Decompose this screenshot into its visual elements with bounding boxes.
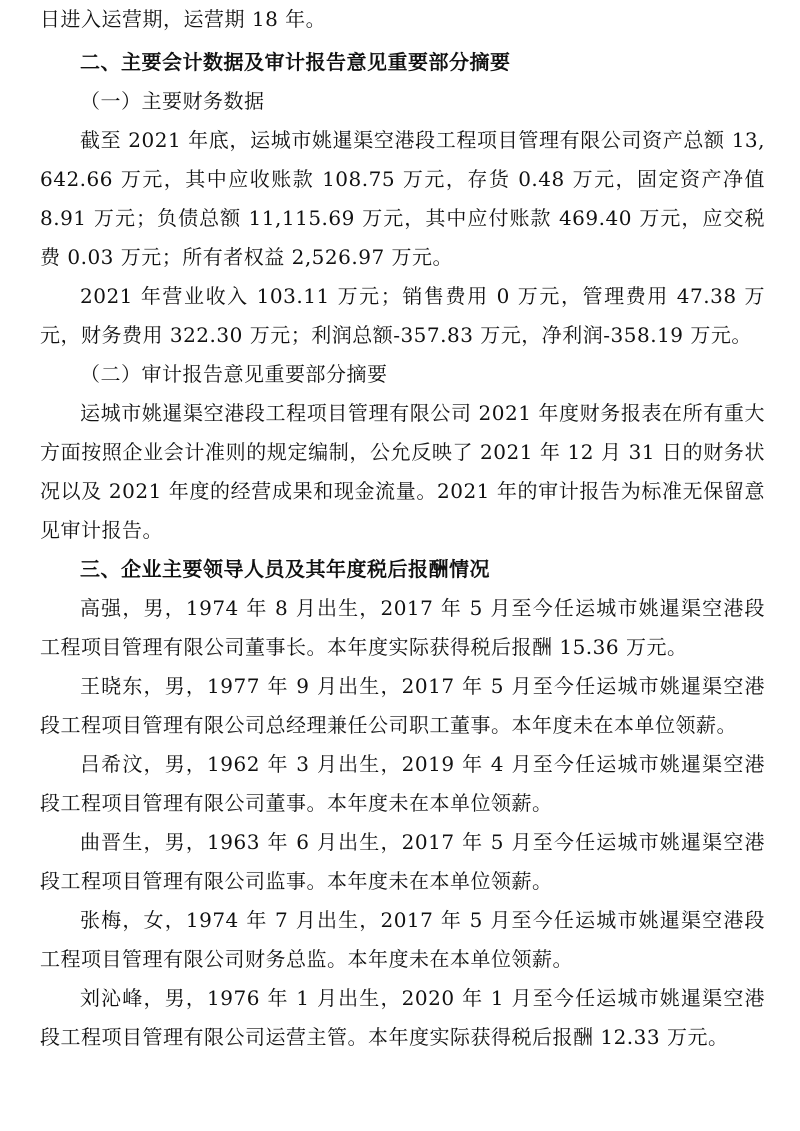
section-heading-accounting-data: 二、主要会计数据及审计报告意见重要部分摘要 <box>80 50 511 74</box>
document-page <box>40 0 765 1057</box>
paragraph-leader-wang-xiaodong: 王晓东，男，1977 年 9 月出生，2017 年 5 月至今任运城市姚暹渠空港段工程项目管理有限公司总经理兼任公司职工董事。本年度未在本单位领薪。 <box>40 674 765 737</box>
subsection-heading-financial-data: （一）主要财务数据 <box>80 89 265 113</box>
paragraph-audit-opinion: 运城市姚暹渠空港段工程项目管理有限公司 2021 年度财务报表在所有重大方面按照企业会计准则的规定编制，公允反映了 2021 年 12 月 31 日的财务状况以及 2021 年度的经营成果和现金流量。2021 年的审计报告为标准无保留意见审计报告。 <box>40 401 765 542</box>
paragraph-leader-zhang-mei: 张梅，女，1974 年 7 月出生，2017 年 5 月至今任运城市姚暹渠空港段工程项目管理有限公司财务总监。本年度未在本单位领薪。 <box>40 908 765 971</box>
paragraph-balance-sheet: 截至 2021 年底，运城市姚暹渠空港段工程项目管理有限公司资产总额 13,642.66 万元，其中应收账款 108.75 万元，存货 0.48 万元，固定资产净值 8.91 万元；负债总额 11,115.69 万元，其中应付账款 469.40 万元，应交税费 0.03 万元；所有者权益 2,526.97 万元。 <box>40 128 765 269</box>
paragraph-leader-liu-qinfeng: 刘沁峰，男，1976 年 1 月出生，2020 年 1 月至今任运城市姚暹渠空港段工程项目管理有限公司运营主管。本年度实际获得税后报酬 12.33 万元。 <box>40 986 765 1049</box>
paragraph-leader-qu-jinsheng: 曲晋生，男，1963 年 6 月出生，2017 年 5 月至今任运城市姚暹渠空港段工程项目管理有限公司监事。本年度未在本单位领薪。 <box>40 830 765 893</box>
subsection-heading-audit-opinion: （二）审计报告意见重要部分摘要 <box>80 362 388 386</box>
paragraph-leader-gao-qiang: 高强，男，1974 年 8 月出生，2017 年 5 月至今任运城市姚暹渠空港段工程项目管理有限公司董事长。本年度实际获得税后报酬 15.36 万元。 <box>40 596 765 659</box>
paragraph-operation-period: 日进入运营期，运营期 18 年。 <box>40 7 327 31</box>
paragraph-income-statement: 2021 年营业收入 103.11 万元；销售费用 0 万元，管理费用 47.38 万元，财务费用 322.30 万元；利润总额-357.83 万元，净利润-358.19 万元。 <box>40 284 765 347</box>
paragraph-leader-lv-xiwen: 吕希汶，男，1962 年 3 月出生，2019 年 4 月至今任运城市姚暹渠空港段工程项目管理有限公司董事。本年度未在本单位领薪。 <box>40 752 765 815</box>
section-heading-leaders-compensation: 三、企业主要领导人员及其年度税后报酬情况 <box>80 557 490 581</box>
